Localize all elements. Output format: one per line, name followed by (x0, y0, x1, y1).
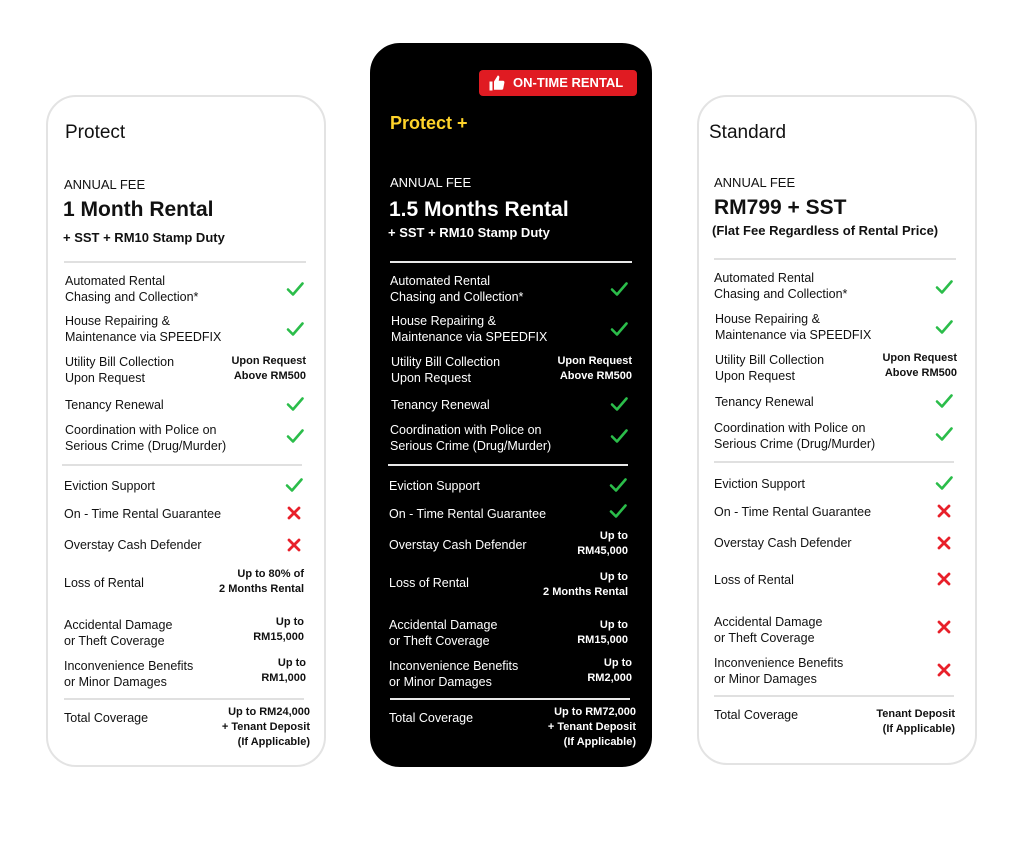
divider (714, 258, 956, 260)
feature-inconvenience-benefits: Inconvenience Benefits or Minor Damages (64, 659, 194, 689)
divider (714, 695, 954, 697)
on-time-rental-badge (479, 70, 637, 96)
check-icon (934, 317, 954, 337)
cross-icon (934, 533, 954, 553)
check-icon (608, 475, 628, 495)
check-icon (934, 473, 954, 493)
check-icon (934, 391, 954, 411)
utility-bill-value: Upon Request Above RM500 (882, 352, 957, 379)
feature-ontime-guarantee: On - Time Rental Guarantee (389, 507, 547, 521)
plan-card-protect (46, 95, 326, 767)
feature-total-coverage: Total Coverage (64, 711, 149, 725)
feature-overstay-defender: Overstay Cash Defender (389, 538, 527, 552)
feature-total-coverage: Total Coverage (389, 711, 474, 725)
feature-automated-rental: Automated Rental Chasing and Collection* (65, 274, 199, 304)
check-icon (609, 279, 629, 299)
feature-overstay-defender: Overstay Cash Defender (64, 538, 202, 552)
loss-of-rental-value: Up to 2 Months Rental (543, 571, 628, 598)
feature-utility-bill: Utility Bill Collection Upon Request (65, 355, 175, 385)
feature-utility-bill: Utility Bill Collection Upon Request (715, 353, 825, 383)
cross-icon (284, 503, 304, 523)
check-icon (285, 279, 305, 299)
overstay-defender-value: Up to RM45,000 (577, 530, 628, 557)
annual-fee-note: + SST + RM10 Stamp Duty (388, 225, 550, 240)
annual-fee-amount: 1 Month Rental (63, 198, 214, 221)
check-icon (608, 501, 628, 521)
feature-house-repairing: House Repairing & Maintenance via SPEEDFIX (65, 314, 222, 344)
annual-fee-amount: 1.5 Months Rental (389, 198, 569, 221)
divider (390, 698, 630, 700)
feature-overstay-defender: Overstay Cash Defender (714, 536, 852, 550)
utility-bill-value: Upon Request Above RM500 (557, 355, 632, 382)
loss-of-rental-value: Up to 80% of 2 Months Rental (219, 568, 304, 595)
divider (388, 464, 628, 466)
feature-tenancy-renewal: Tenancy Renewal (391, 398, 490, 412)
annual-fee-label: ANNUAL FEE (714, 175, 796, 190)
feature-loss-of-rental: Loss of Rental (714, 573, 794, 587)
plan-title: Protect + (390, 113, 468, 133)
total-coverage-value: Up to RM24,000 + Tenant Deposit (If Applicable) (221, 706, 310, 748)
feature-inconvenience-benefits: Inconvenience Benefits or Minor Damages (389, 659, 519, 689)
badge-label: ON-TIME RENTAL (513, 75, 624, 90)
check-icon (285, 394, 305, 414)
feature-accidental-damage: Accidental Damage or Theft Coverage (64, 618, 173, 648)
feature-accidental-damage: Accidental Damage or Theft Coverage (389, 618, 498, 648)
check-icon (934, 424, 954, 444)
feature-tenancy-renewal: Tenancy Renewal (65, 398, 164, 412)
feature-loss-of-rental: Loss of Rental (389, 576, 469, 590)
plan-title: Protect (65, 122, 126, 143)
divider (390, 261, 632, 263)
feature-police-coordination: Coordination with Police on Serious Crime (Drug/Murder) (714, 421, 876, 451)
inconvenience-benefits-value: Up to RM1,000 (261, 657, 306, 684)
annual-fee-amount: RM799 + SST (714, 196, 847, 219)
check-icon (934, 277, 954, 297)
check-icon (609, 319, 629, 339)
divider (64, 261, 306, 263)
cross-icon (934, 501, 954, 521)
annual-fee-note: (Flat Fee Regardless of Rental Price) (712, 223, 939, 238)
accidental-damage-value: Up to RM15,000 (253, 616, 304, 643)
feature-automated-rental: Automated Rental Chasing and Collection* (714, 271, 848, 301)
feature-automated-rental: Automated Rental Chasing and Collection* (390, 274, 524, 304)
divider (714, 461, 954, 463)
feature-inconvenience-benefits: Inconvenience Benefits or Minor Damages (714, 656, 844, 686)
feature-eviction-support: Eviction Support (64, 479, 156, 493)
inconvenience-benefits-value: Up to RM2,000 (587, 657, 632, 684)
feature-eviction-support: Eviction Support (389, 479, 481, 493)
total-coverage-value: Tenant Deposit (If Applicable) (876, 708, 955, 735)
annual-fee-label: ANNUAL FEE (64, 177, 146, 192)
total-coverage-value: Up to RM72,000 + Tenant Deposit (If Applicable) (547, 706, 636, 748)
accidental-damage-value: Up to RM15,000 (577, 619, 628, 646)
plan-title: Standard (709, 122, 787, 143)
feature-police-coordination: Coordination with Police on Serious Crime (Drug/Murder) (390, 423, 552, 453)
feature-eviction-support: Eviction Support (714, 477, 806, 491)
cross-icon (934, 569, 954, 589)
feature-tenancy-renewal: Tenancy Renewal (715, 395, 814, 409)
feature-loss-of-rental: Loss of Rental (64, 576, 144, 590)
feature-accidental-damage: Accidental Damage or Theft Coverage (714, 615, 823, 645)
feature-ontime-guarantee: On - Time Rental Guarantee (714, 505, 872, 519)
feature-police-coordination: Coordination with Police on Serious Crime (Drug/Murder) (65, 423, 227, 453)
annual-fee-note: + SST + RM10 Stamp Duty (63, 230, 225, 245)
check-icon (285, 319, 305, 339)
plan-card-protect-plus (370, 43, 652, 767)
check-icon (609, 426, 629, 446)
utility-bill-value: Upon Request Above RM500 (231, 355, 306, 382)
feature-house-repairing: House Repairing & Maintenance via SPEEDFIX (391, 314, 548, 344)
cross-icon (934, 617, 954, 637)
plan-card-standard (697, 95, 977, 765)
check-icon (284, 475, 304, 495)
annual-fee-label: ANNUAL FEE (390, 175, 472, 190)
divider (62, 464, 302, 466)
feature-utility-bill: Utility Bill Collection Upon Request (391, 355, 501, 385)
feature-ontime-guarantee: On - Time Rental Guarantee (64, 507, 222, 521)
check-icon (285, 426, 305, 446)
check-icon (609, 394, 629, 414)
feature-house-repairing: House Repairing & Maintenance via SPEEDFIX (715, 312, 872, 342)
feature-total-coverage: Total Coverage (714, 708, 799, 722)
cross-icon (934, 660, 954, 680)
cross-icon (284, 535, 304, 555)
divider (64, 698, 304, 700)
thumbs-up-icon (488, 74, 506, 92)
